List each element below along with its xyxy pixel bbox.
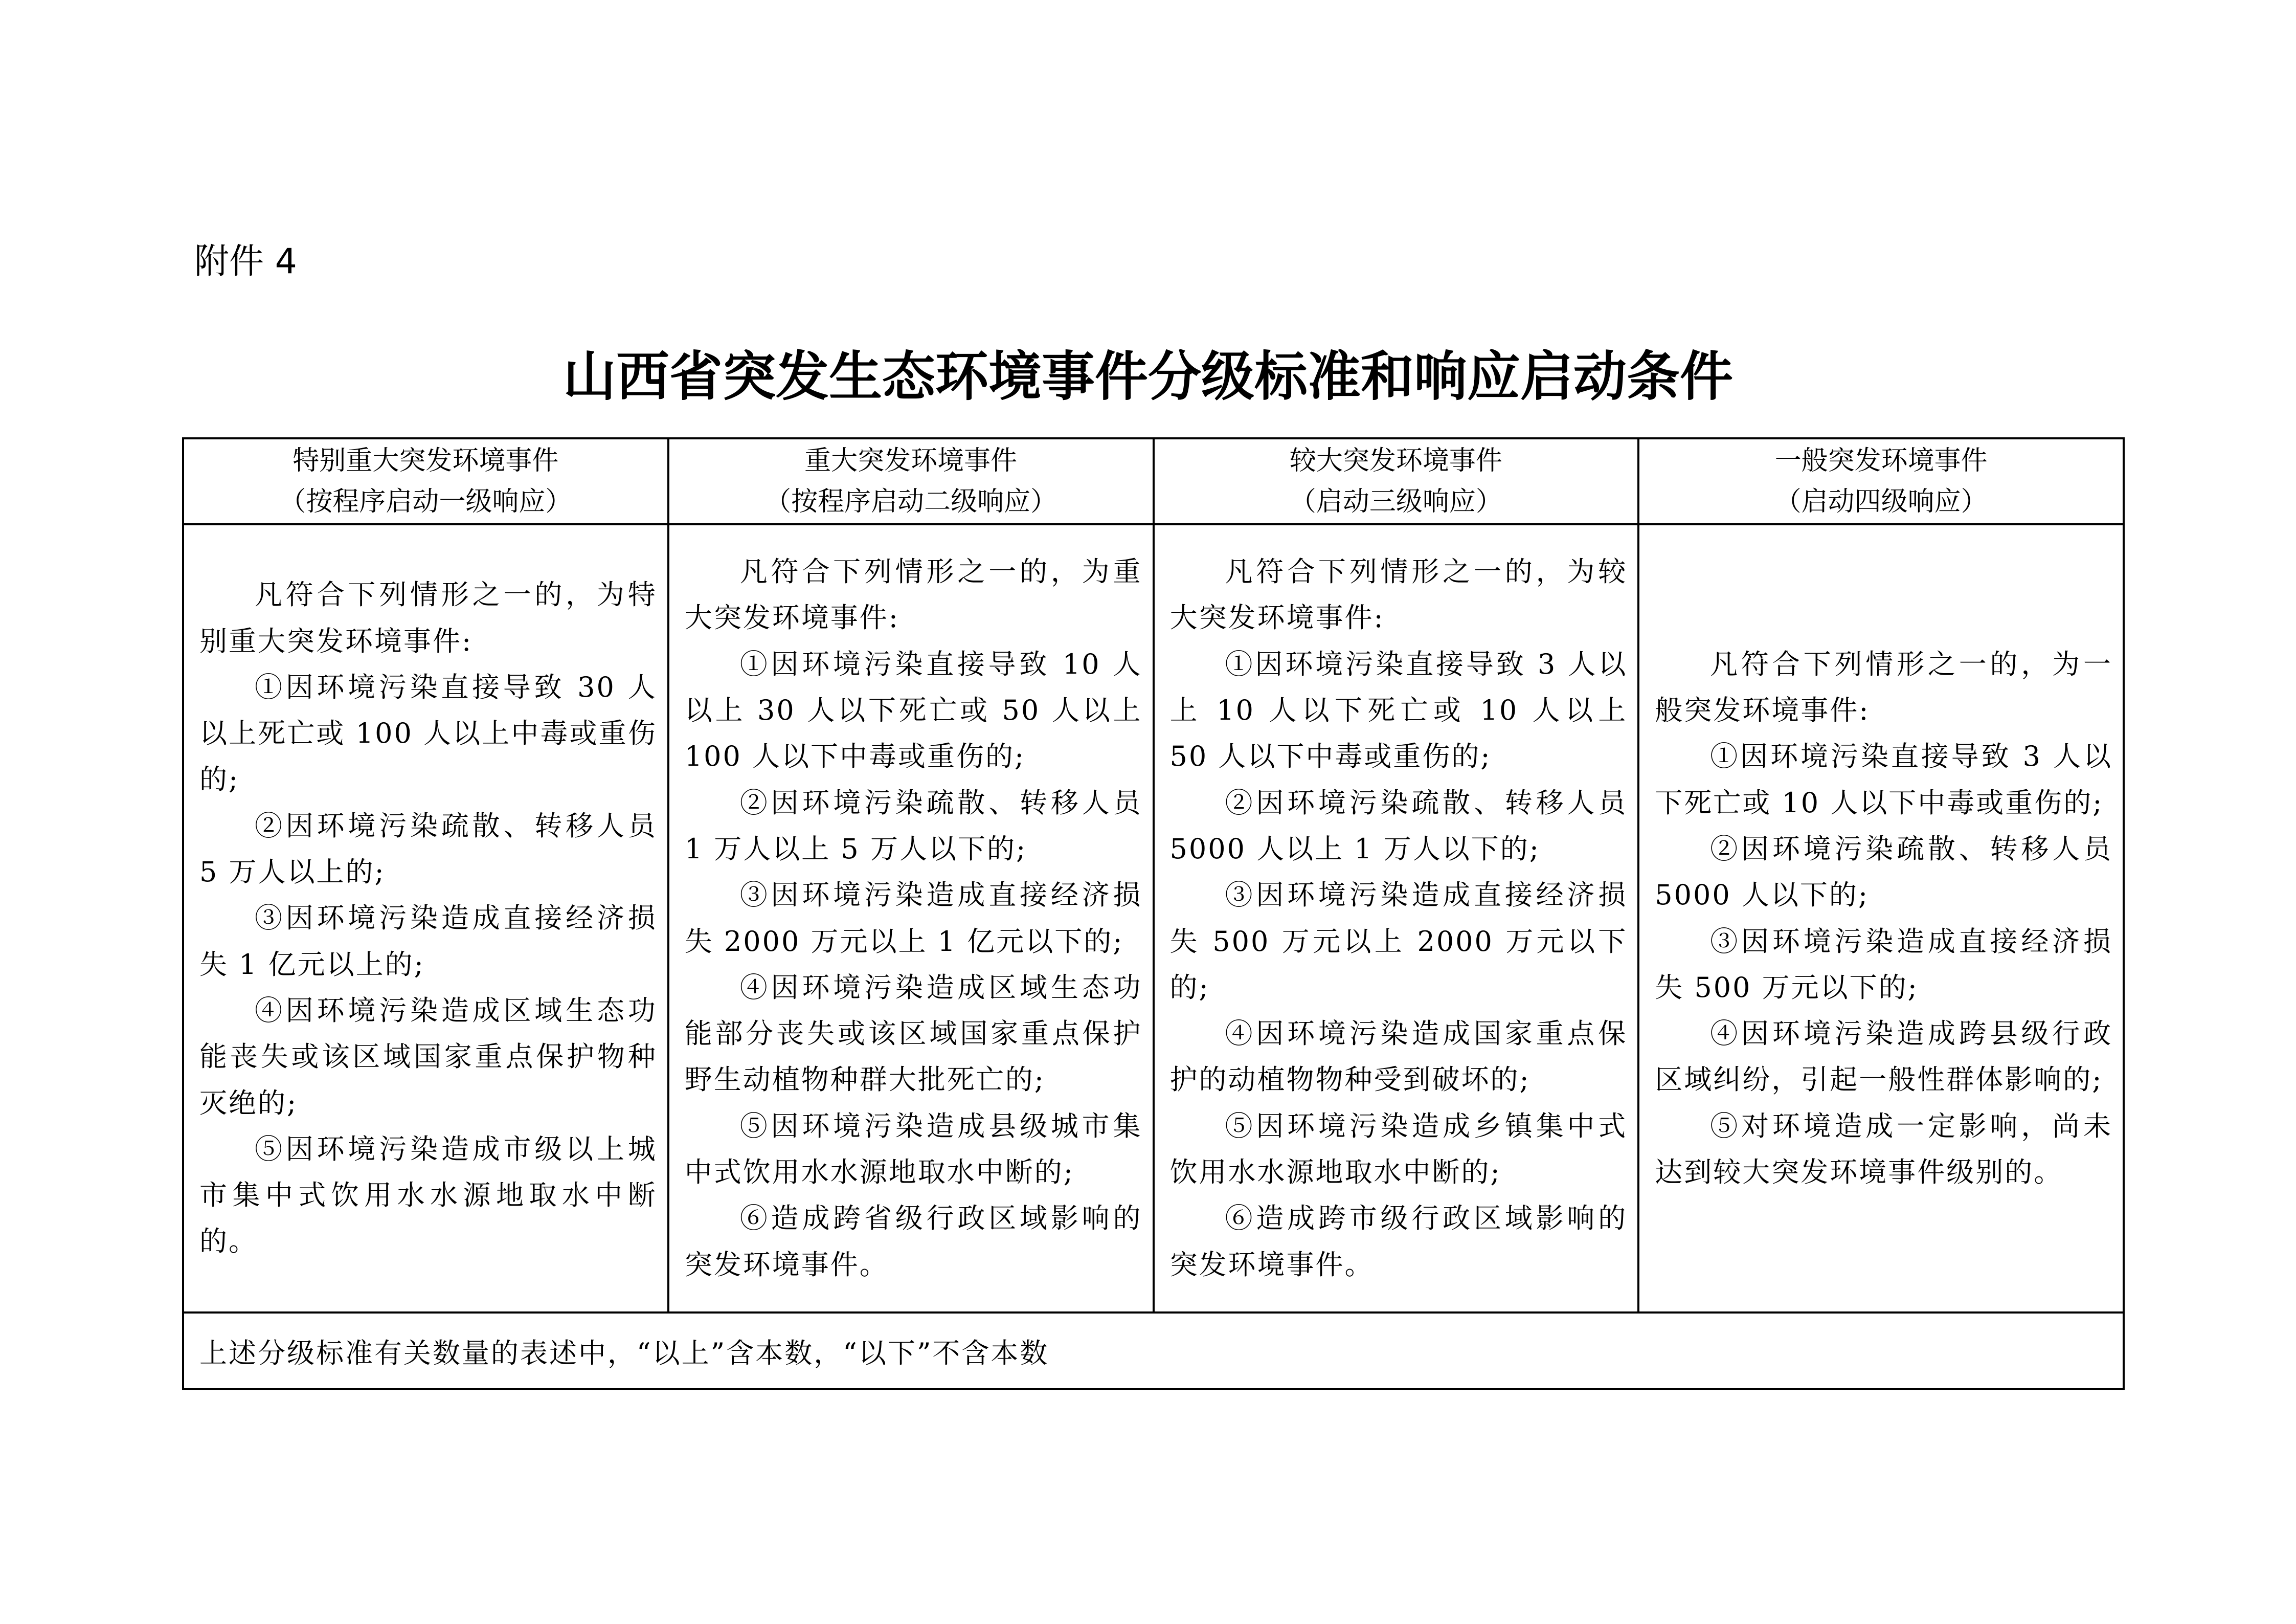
criteria-cell-level-2: [668, 524, 1154, 1312]
attachment-label: 附件 4: [194, 241, 297, 282]
criteria-item: ③因环境污染造成直接经济损失 500 万元以上 2000 万元以下的;: [1169, 879, 1628, 1004]
column-subheading: （启动四级响应）: [1774, 486, 1988, 517]
column-heading: 较大突发环境事件: [1289, 446, 1502, 476]
column-heading: 一般突发环境事件: [1774, 446, 1988, 476]
criteria-item: ①因环境污染直接导致 10 人以上 30 人以下死亡或 50 人以上 100 人以下中毒或重伤的;: [684, 648, 1142, 773]
column-subheading: （启动三级响应）: [1289, 486, 1502, 517]
column-header-level-3: [1154, 438, 1639, 524]
criteria-item: ⑥造成跨省级行政区域影响的突发环境事件。: [684, 1202, 1142, 1281]
column-header-level-4: [1638, 438, 2124, 524]
criteria-row: [183, 524, 2124, 1312]
criteria-cell-level-3: [1154, 524, 1639, 1312]
criteria-cell-level-4: [1638, 524, 2124, 1312]
criteria-intro: 凡符合下列情形之一的，为重大突发环境事件:: [684, 555, 1142, 634]
criteria-item: ⑤对环境造成一定影响，尚未达到较大突发环境事件级别的。: [1655, 1109, 2112, 1188]
document-title: 山西省突发生态环境事件分级标准和响应启动条件: [562, 345, 1733, 408]
criteria-intro: 凡符合下列情形之一的，为较大突发环境事件:: [1169, 555, 1628, 634]
column-subheading: （按程序启动一级响应）: [279, 486, 572, 517]
criteria-item: ⑥造成跨市级行政区域影响的突发环境事件。: [1169, 1202, 1628, 1281]
criteria-item: ②因环境污染疏散、转移人员 5 万人以上的;: [199, 809, 657, 888]
criteria-intro: 凡符合下列情形之一的，为一般突发环境事件:: [1655, 648, 2112, 727]
criteria-item: ①因环境污染直接导致 3 人以上 10 人以下死亡或 10 人以上 50 人以下中毒或重伤的;: [1169, 648, 1628, 773]
criteria-cell-level-1: [183, 524, 668, 1312]
criteria-item: ④因环境污染造成区域生态功能丧失或该区域国家重点保护物种灭绝的;: [199, 994, 657, 1119]
criteria-item: ④因环境污染造成跨县级行政区域纠纷，引起一般性群体影响的;: [1655, 1017, 2112, 1096]
criteria-item: ③因环境污染造成直接经济损失 500 万元以下的;: [1655, 925, 2112, 1004]
criteria-item: ⑤因环境污染造成县级城市集中式饮用水水源地取水中断的;: [684, 1109, 1142, 1188]
criteria-item: ⑤因环境污染造成乡镇集中式饮用水水源地取水中断的;: [1169, 1109, 1628, 1188]
criteria-item: ④因环境污染造成国家重点保护的动植物物种受到破坏的;: [1169, 1017, 1628, 1096]
criteria-item: ③因环境污染造成直接经济损失 2000 万元以上 1 亿元以下的;: [684, 879, 1142, 958]
criteria-item: ②因环境污染疏散、转移人员 5000 人以下的;: [1655, 832, 2112, 911]
event-level-table: [182, 437, 2125, 1390]
criteria-item: ②因环境污染疏散、转移人员 1 万人以上 5 万人以下的;: [684, 786, 1142, 865]
criteria-item: ②因环境污染疏散、转移人员 5000 人以上 1 万人以下的;: [1169, 786, 1628, 865]
table-footnote: 上述分级标准有关数量的表述中，“以上”含本数，“以下”不含本数: [183, 1312, 2124, 1389]
criteria-item: ①因环境污染直接导致 30 人以上死亡或 100 人以上中毒或重伤的;: [199, 671, 657, 796]
criteria-item: ③因环境污染造成直接经济损失 1 亿元以上的;: [199, 902, 657, 981]
footnote-row: [183, 1312, 2124, 1389]
criteria-intro: 凡符合下列情形之一的，为特别重大突发环境事件:: [199, 579, 657, 657]
table-header-row: [183, 438, 2124, 524]
criteria-item: ①因环境污染直接导致 3 人以下死亡或 10 人以下中毒或重伤的;: [1655, 740, 2112, 819]
criteria-item: ④因环境污染造成区域生态功能部分丧失或该区域国家重点保护野生动植物种群大批死亡的;: [684, 971, 1142, 1096]
column-header-level-2: [668, 438, 1154, 524]
column-subheading: （按程序启动二级响应）: [764, 486, 1057, 517]
column-header-level-1: [183, 438, 668, 524]
criteria-item: ⑤因环境污染造成市级以上城市集中式饮用水水源地取水中断的。: [199, 1132, 657, 1258]
column-heading: 重大突发环境事件: [804, 446, 1018, 476]
column-heading: 特别重大突发环境事件: [292, 446, 559, 476]
